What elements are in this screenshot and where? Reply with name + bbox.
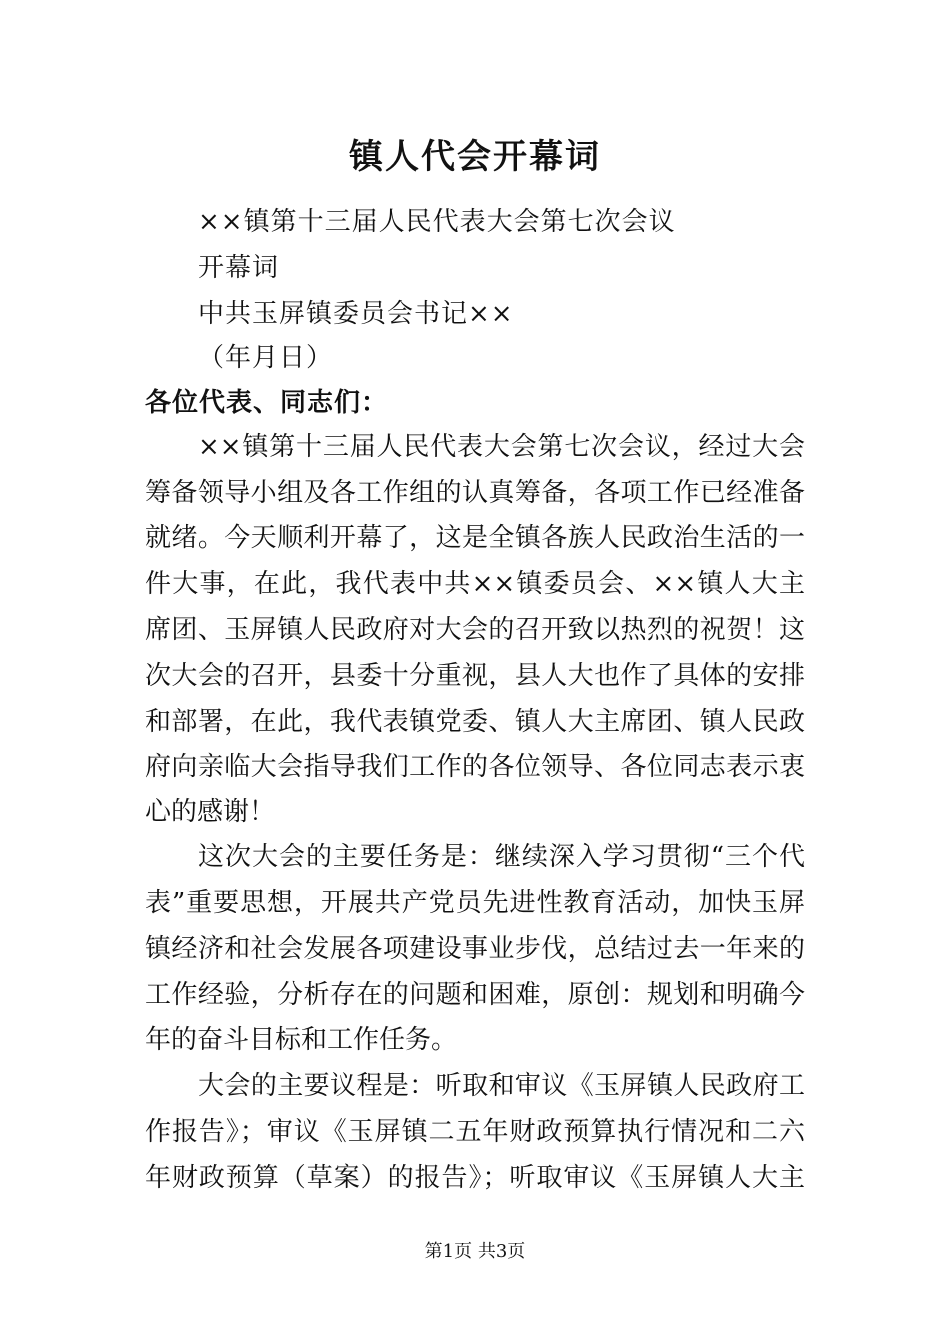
page-footer: 第1页 共3页 [424, 1241, 526, 1262]
paragraph-line: 年的奋斗目标和工作任务。 [145, 1025, 458, 1055]
paragraph-line: 筹备领导小组及各工作组的认真筹备，各项工作已经准备 [145, 478, 805, 508]
paragraph-line: 府向亲临大会指导我们工作的各位领导、各位同志表示衷 [145, 752, 805, 782]
paragraph-line: 就绪。今天顺利开幕了，这是全镇各族人民政治生活的一 [145, 523, 805, 553]
paragraph-line: 次大会的召开，县委十分重视，县人大也作了具体的安排 [145, 661, 805, 691]
meeting-name: ××镇第十三届人民代表大会第七次会议 [198, 207, 676, 237]
paragraph-line: 席团、玉屏镇人民政府对大会的召开致以热烈的祝贺！这 [145, 615, 805, 645]
salutation: 各位代表、同志们： [145, 388, 389, 418]
paragraph-line: 年财政预算（草案）的报告》；听取审议《玉屏镇人大主 [145, 1163, 805, 1193]
paragraph-line: 表”重要思想，开展共产党员先进性教育活动，加快玉屏 [145, 888, 805, 918]
paragraph-line: 这次大会的主要任务是：继续深入学习贯彻“三个代 [198, 842, 805, 872]
document-title: 镇人代会开幕词 [349, 137, 601, 177]
date-line: （年月日） [198, 343, 334, 373]
paragraph-line: 件大事，在此，我代表中共××镇委员会、××镇人大主 [145, 569, 805, 599]
document-type: 开幕词 [198, 253, 280, 283]
paragraph-line: ××镇第十三届人民代表大会第七次会议，经过大会 [198, 432, 805, 462]
paragraph-line: 和部署，在此，我代表镇党委、镇人大主席团、镇人民政 [145, 707, 805, 737]
paragraph-line: 作报告》；审议《玉屏镇二五年财政预算执行情况和二六 [145, 1117, 805, 1147]
paragraph-line: 镇经济和社会发展各项建设事业步伐，总结过去一年来的 [145, 934, 805, 964]
paragraph-line: 大会的主要议程是：听取和审议《玉屏镇人民政府工 [198, 1071, 805, 1101]
paragraph-line: 工作经验，分析存在的问题和困难，原创：规划和明确今 [145, 980, 805, 1010]
speaker-line: 中共玉屏镇委员会书记×× [198, 299, 514, 329]
paragraph-line: 心的感谢！ [145, 797, 276, 827]
